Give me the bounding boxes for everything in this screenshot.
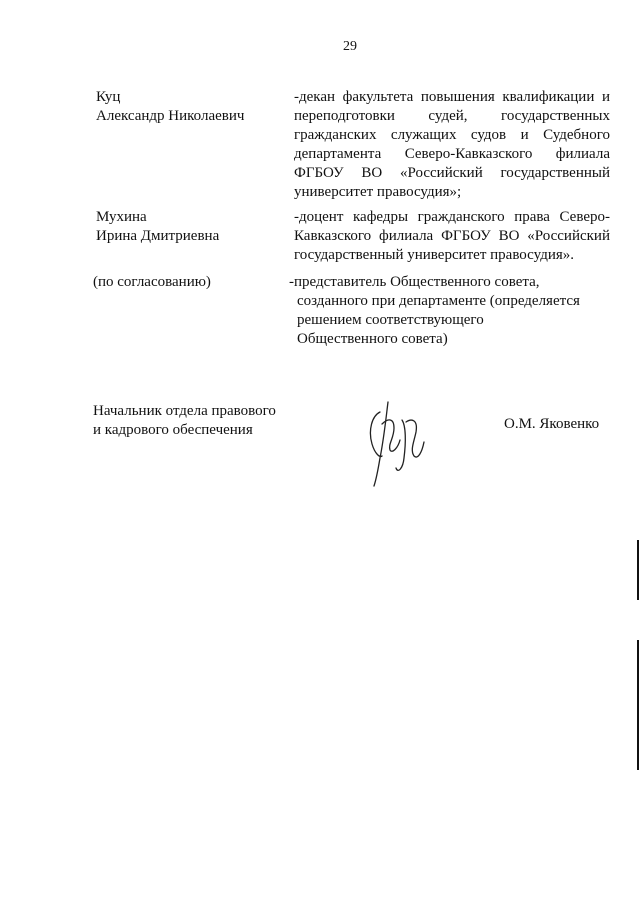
handwritten-signature — [358, 398, 438, 488]
signatory-title-line: Начальник отдела правового — [93, 403, 276, 419]
signatory-title — [93, 402, 303, 440]
member-surname: Мухина — [96, 209, 147, 225]
member-given-names: Александр Николаевич — [96, 108, 245, 124]
member-name — [93, 273, 283, 292]
approval-note: (по согласованию) — [93, 274, 211, 290]
page-number: 29 — [343, 39, 357, 54]
scan-edge-mark — [637, 540, 639, 600]
member-surname: Куц — [96, 89, 121, 105]
member-name — [96, 88, 286, 126]
signatory-name: О.М. Яковенко — [504, 416, 600, 432]
member-description — [289, 273, 609, 349]
signatory-title-line: и кадрового обеспечения — [93, 422, 253, 438]
description-line: созданного при департаменте (определяется — [297, 293, 580, 309]
description-line: решением соответствующего — [297, 312, 484, 328]
description-line: -представитель Общественного совета, — [289, 274, 540, 290]
member-description: -декан факультета повышения квалификации и переподготовки судей, государственных гражданских служащих судов и Судебного департамента Северо-Кавказского филиала ФГБОУ ВО «Российский государственный университет правосудия»; — [294, 89, 610, 200]
member-name — [96, 208, 286, 246]
description-line: Общественного совета) — [297, 331, 448, 347]
member-given-names: Ирина Дмитриевна — [96, 228, 220, 244]
member-description: -доцент кафедры гражданского права Северо-Кавказского филиала ФГБОУ ВО «Российский государственный университет правосудия». — [294, 209, 610, 263]
scan-edge-mark — [637, 640, 639, 770]
